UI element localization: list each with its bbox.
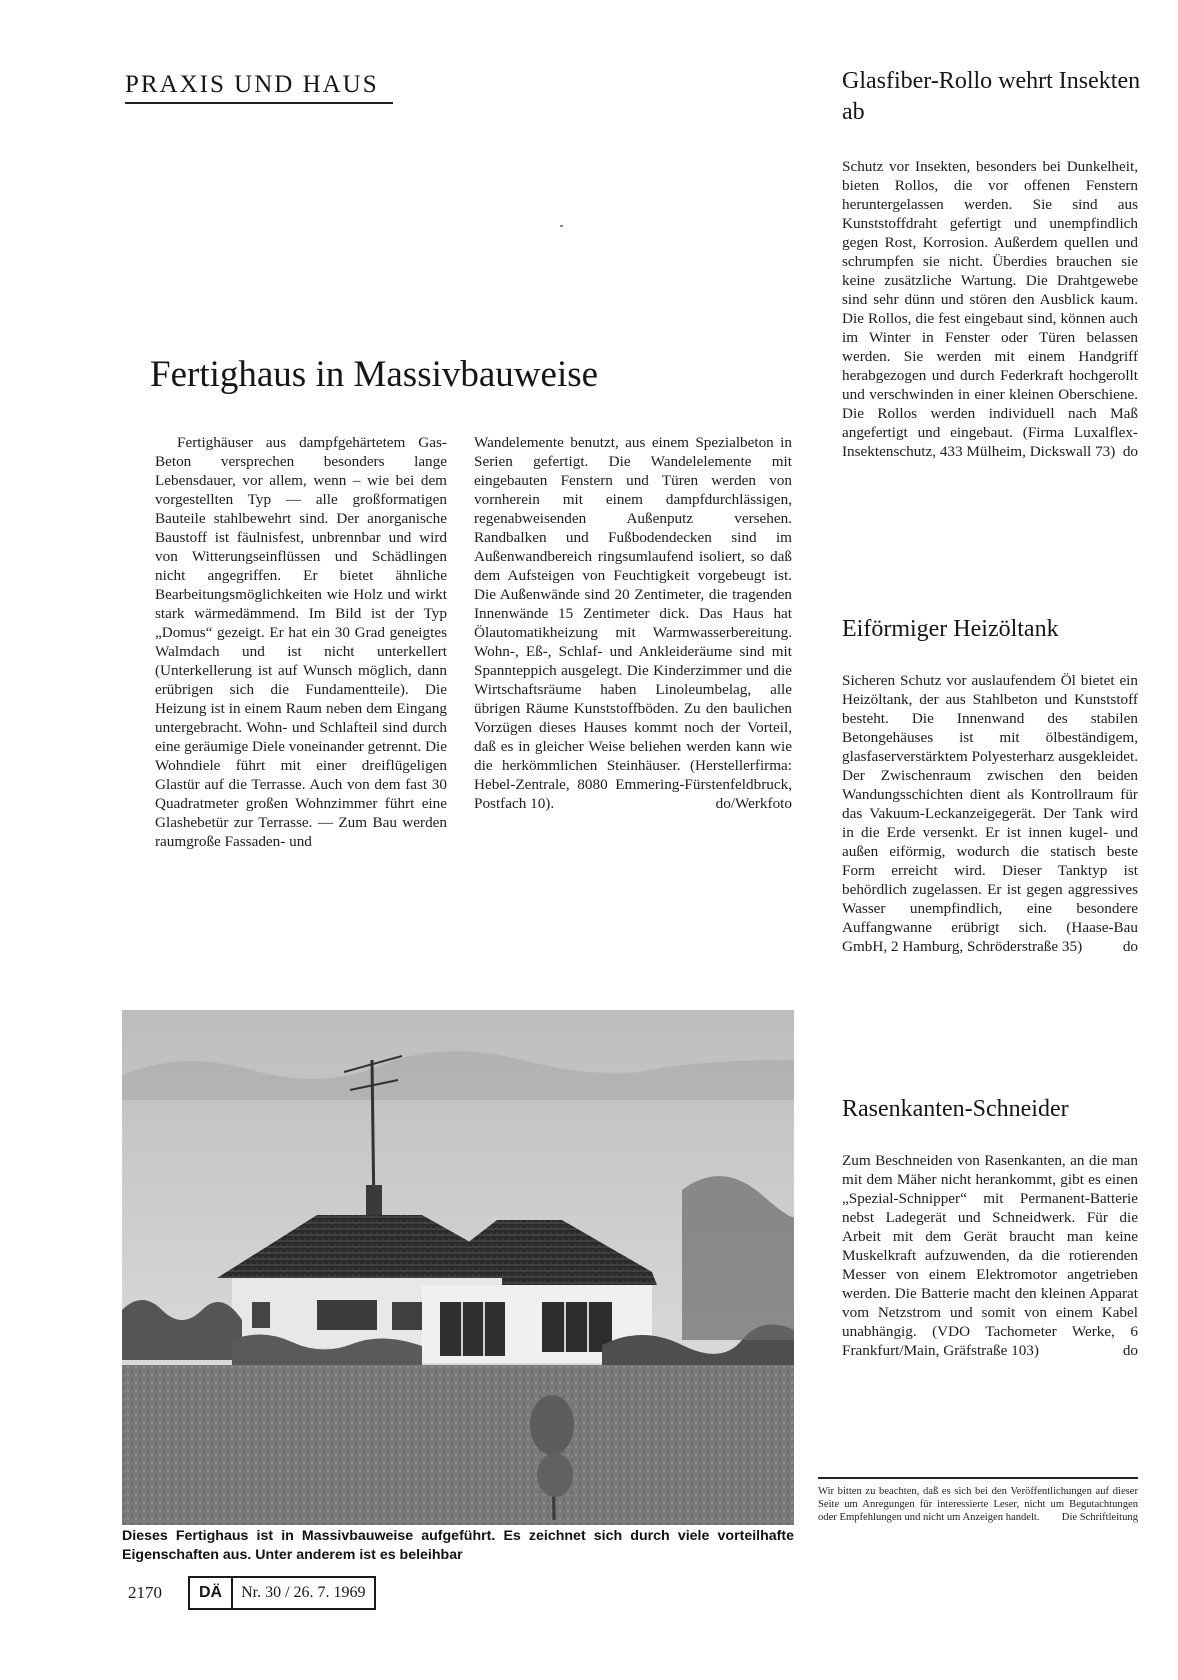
disclaimer-text: Wir bitten zu beachten, daß es sich bei den Veröffentlichungen auf dieser Seite um Anregungen für interessierte Leser, nicht um Begutachtungen oder Empfehlungen und nicht um Anzeigen handelt. xyxy=(818,1486,1138,1523)
issue-label: Nr. 30 / 26. 7. 1969 xyxy=(241,1584,366,1601)
side-article-2-title: Eiförmiger Heizöltank xyxy=(842,616,1059,642)
side-article-2-signature: do xyxy=(1122,938,1138,955)
article-column-1-text: Fertighäuser aus dampfgehärtetem Gas-Beton versprechen besonders lange Lebensdauer, vor allem, wenn – wie bei dem vorgestellten Typ — alle großformatigen Bauteile stahlbewehrt sind. Der anorganische Baustoff ist fäulnisfest, unbrennbar und wird von Witterungseinflüssen und Schädlingen nicht angegriffen. Er bietet ähnliche Bearbeitungsmöglichkeiten wie Holz und wirkt stark wärmedämmend. Im Bild ist der Typ „Domus“ gezeigt. Er hat ein 30 Grad geneigtes Walmdach und ist nicht unterkellert (Unterkellerung ist auf Wunsch möglich, dann erübrigen sich die Fundamentteile). Die Heizung ist in einem Raum neben dem Eingang untergebracht. Wohn- und Schlafteil sind durch eine geräumige Diele voneinander getrennt. Die Wohndiele führt mit einer dreiflügeligen Glastür auf die Terrasse. Auch von dem fast 30 Quadratmeter großen Wohnzimmer führt eine Glashebetür zur Terrasse. — Zum Bau werden raumgroße Fassaden- und xyxy=(155,434,447,850)
article-signature: do/Werkfoto xyxy=(715,795,792,812)
side-article-3-text: Zum Beschneiden von Rasenkanten, an die man mit dem Mäher nicht herankommt, gibt es einen „Spezial-Schnipper“ mit Permanent-Batterie nebst Ladegerät und Schneidwerk. Für die Arbeit mit dem Gerät braucht man keine Muskelkraft aufzuwenden, da die rotierenden Messer von einem Elektromotor angetrieben werden. Die Batterie macht den kleinen Apparat vom Netzstrom und somit von einem Kabel unabhängig. (VDO Tachometer Werke, 6 Frankfurt/Main, Gräfstraße 103) xyxy=(842,1152,1138,1359)
side-article-1-text: Schutz vor Insekten, besonders bei Dunkelheit, bieten Rollos, die vor offenen Fenstern heruntergelassen werden. Sie sind aus Kunststoffdraht gefertigt und unempfindlich gegen Rost, Korrosion. Außerdem quellen und schrumpfen sie nicht. Überdies brauchen sie keine zusätzliche Wartung. Die Drahtgewebe sind sehr dünn und stören den Ausblick kaum. Die Rollos, die fest eingebaut sind, können auch im Winter in Fenster oder Türen belassen werden. Sie werden mit einem Handgriff herabgezogen und durch Federkraft hochgerollt und verschwinden in einer kleinen Oberschiene. Die Rollos werden individuell nach Maß angefertigt und eingebaut. (Firma Luxalflex-Insektenschutz, 433 Mülheim, Dickswall 73) xyxy=(842,158,1138,460)
disclaimer-divider xyxy=(818,1477,1138,1479)
side-article-1-title: Glasfiber-Rollo wehrt Insekten ab xyxy=(842,68,1141,125)
article-column-2 xyxy=(474,433,792,945)
side-article-3-title: Rasenkanten-Schneider xyxy=(842,1096,1069,1122)
page-number: 2170 xyxy=(128,1583,162,1602)
section-header: PRAXIS UND HAUS xyxy=(125,70,393,104)
disclaimer-signature: Die Schriftleitung xyxy=(1061,1512,1138,1523)
side-article-3-signature: do xyxy=(1122,1342,1138,1359)
print-speck xyxy=(560,225,563,227)
issue-box xyxy=(188,1576,376,1610)
article-title: Fertighaus in Massivbauweise xyxy=(150,354,599,395)
side-article-1-signature: do xyxy=(1122,443,1138,460)
side-article-3-body xyxy=(842,1151,1138,1360)
journal-logo: DÄ xyxy=(190,1578,233,1608)
disclaimer-box xyxy=(818,1485,1138,1524)
house-photo xyxy=(122,1010,794,1525)
article-column-1 xyxy=(155,433,447,945)
side-article-2-body xyxy=(842,671,1138,956)
article-column-2-text: Wandelemente benutzt, aus einem Spezialbeton in Serien gefertigt. Die Wandelelemente mit eingebauten Fenstern und Türen werden von vornherein mit einem dampfdurchlässigen, regenabweisenden Außenputz versehen. Randbalken und Fußbodendecken sind im Außenwandbereich ringsumlaufend isoliert, so daß dem Aufsteigen von Feuchtigkeit vorgebeugt ist. Die Außenwände sind 20 Zentimeter, die tragenden Innenwände 15 Zentimeter dick. Das Haus hat Ölautomatikheizung mit Warmwasserbereitung. Wohn-, Eß-, Schlaf- und Ankleideräume sind mit Spannteppich ausgelegt. Die Kinderzimmer und die Wirtschaftsräume haben Linoleumbelag, alle übrigen Räume Kunststoffböden. Zu den baulichen Vorzügen dieses Hauses kommt noch der Vorteil, daß es in gleicher Weise beliehen werden kann wie die herkömmlichen Steinhäuser. (Herstellerfirma: Hebel-Zentrale, 8080 Emmering-Fürstenfeldbruck, Postfach 10). xyxy=(474,434,792,812)
photo-caption: Dieses Fertighaus ist in Massivbauweise aufgeführt. Es zeichnet sich durch viele vorteilhafte Eigenschaften aus. Unter anderem ist es beleihbar xyxy=(122,1528,794,1563)
house-photo-image xyxy=(122,1010,794,1525)
side-article-2-text: Sicheren Schutz vor auslaufendem Öl bietet ein Heizöltank, der aus Stahlbeton und Kunststoff besteht. Die Innenwand des stabilen Betongehäuses ist mit ölbeständigem, glasfaserverstärktem Polyesterharz ausgekleidet. Der Zwischenraum zwischen den beiden Wandungsschichten dient als Kontrollraum für das Vakuum-Leckanzeigegerät. Der Tank wird in die Erde versenkt. Er ist innen kugel- und außen eiförmig, wodurch die statisch beste Form erreicht wird. Dieser Tanktyp ist behördlich zugelassen. Er ist gegen aggressives Wasser unempfindlich, eine besondere Auffangwanne erübrigt sich. (Haase-Bau GmbH, 2 Hamburg, Schröderstraße 35) xyxy=(842,672,1138,955)
side-article-1-body xyxy=(842,157,1138,461)
